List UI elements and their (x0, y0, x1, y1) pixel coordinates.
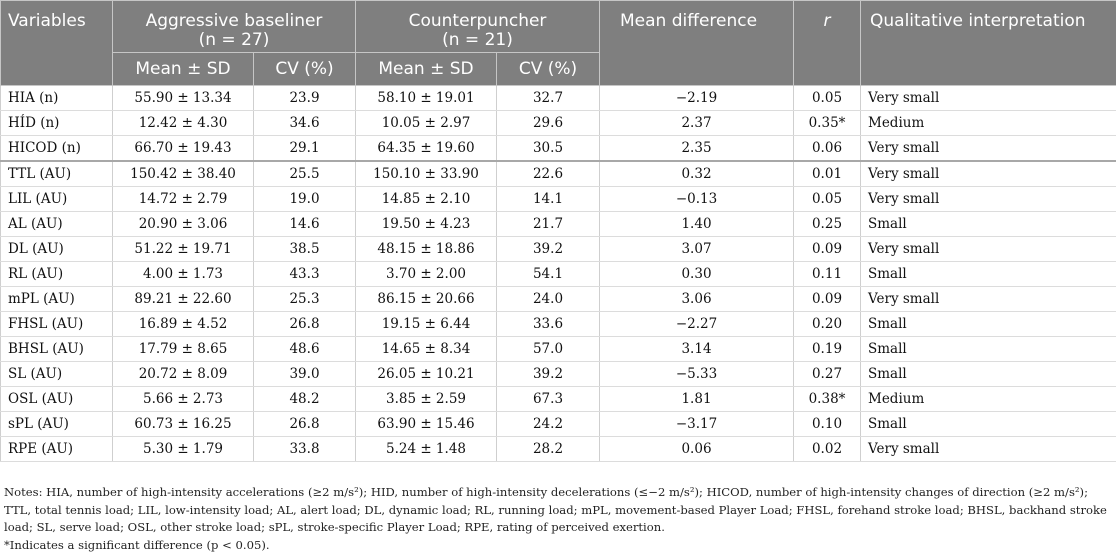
cell-ab-mean-sd: 17.79 ± 8.65 (113, 337, 254, 362)
cell-cp-cv: 29.6 (497, 111, 600, 136)
cell-interpretation: Small (861, 212, 1116, 237)
cell-r: 0.27 (794, 362, 861, 387)
cell-interpretation: Very small (861, 287, 1116, 312)
aggressive-baseliner-title: Aggressive baseliner (145, 11, 323, 31)
cell-variable: RPE (AU) (1, 437, 113, 462)
cell-interpretation: Small (861, 337, 1116, 362)
header-row-top (1, 1, 1116, 53)
header-ab-cv: CV (%) (254, 53, 356, 86)
cell-variable: mPL (AU) (1, 287, 113, 312)
table-row (1, 437, 1116, 462)
cell-mean-difference: 1.40 (600, 212, 794, 237)
cell-interpretation: Very small (861, 237, 1116, 262)
cell-variable: DL (AU) (1, 237, 113, 262)
table-row (1, 187, 1116, 212)
cell-cp-cv: 30.5 (497, 136, 600, 162)
cell-variable: AL (AU) (1, 212, 113, 237)
table-row (1, 287, 1116, 312)
cell-interpretation: Very small (861, 187, 1116, 212)
cell-ab-cv: 25.5 (254, 161, 356, 187)
cell-interpretation: Very small (861, 437, 1116, 462)
cell-r: 0.05 (794, 86, 861, 111)
cell-ab-cv: 26.8 (254, 412, 356, 437)
cell-cp-mean-sd: 14.65 ± 8.34 (356, 337, 497, 362)
notes-significance: *Indicates a significant difference (p < 0.05). (4, 537, 270, 552)
cell-cp-mean-sd: 86.15 ± 20.66 (356, 287, 497, 312)
cell-cp-cv: 24.2 (497, 412, 600, 437)
table-row (1, 387, 1116, 412)
cell-ab-mean-sd: 51.22 ± 19.71 (113, 237, 254, 262)
counterpuncher-title: Counterpuncher (408, 11, 547, 31)
cell-r: 0.38* (794, 387, 861, 412)
cell-mean-difference: 3.06 (600, 287, 794, 312)
cell-interpretation: Medium (861, 387, 1116, 412)
cell-ab-cv: 48.2 (254, 387, 356, 412)
cell-variable: SL (AU) (1, 362, 113, 387)
cell-mean-difference: 2.37 (600, 111, 794, 136)
table-row (1, 86, 1116, 111)
cell-cp-mean-sd: 10.05 ± 2.97 (356, 111, 497, 136)
cell-ab-cv: 34.6 (254, 111, 356, 136)
table-row (1, 237, 1116, 262)
notes-abbreviations: Notes: HIA, number of high-intensity accelerations (≥2 m/s²); HID, number of high-intensity decelerations (≤−2 m/s²); HICOD, number of high-intensity changes of direction (≥2 m/s²); TTL, total tennis load; LIL, low-intensity load; AL, alert load; DL, dynamic load; RL, running load; mPL, movement-based Player Load; FHSL, forehand stroke load; BHSL, backhand stroke load; SL, serve load; OSL, other stroke load; sPL, stroke-specific Player Load; RPE, rating of perceived exertion. (4, 485, 1107, 534)
cell-variable: OSL (AU) (1, 387, 113, 412)
cell-ab-cv: 48.6 (254, 337, 356, 362)
cell-cp-mean-sd: 150.10 ± 33.90 (356, 161, 497, 187)
cell-ab-mean-sd: 5.66 ± 2.73 (113, 387, 254, 412)
header-counterpuncher (356, 1, 600, 53)
cell-r: 0.09 (794, 237, 861, 262)
cell-r: 0.09 (794, 287, 861, 312)
cell-cp-mean-sd: 58.10 ± 19.01 (356, 86, 497, 111)
cell-interpretation: Very small (861, 161, 1116, 187)
cell-ab-cv: 14.6 (254, 212, 356, 237)
cell-ab-cv: 38.5 (254, 237, 356, 262)
cell-mean-difference: 2.35 (600, 136, 794, 162)
cell-cp-mean-sd: 26.05 ± 10.21 (356, 362, 497, 387)
cell-mean-difference: 0.06 (600, 437, 794, 462)
table-row (1, 111, 1116, 136)
cell-cp-mean-sd: 3.85 ± 2.59 (356, 387, 497, 412)
cell-ab-mean-sd: 4.00 ± 1.73 (113, 262, 254, 287)
cell-interpretation: Very small (861, 86, 1116, 111)
cell-variable: FHSL (AU) (1, 312, 113, 337)
cell-ab-mean-sd: 12.42 ± 4.30 (113, 111, 254, 136)
cell-ab-mean-sd: 16.89 ± 4.52 (113, 312, 254, 337)
cell-r: 0.06 (794, 136, 861, 162)
cell-ab-cv: 29.1 (254, 136, 356, 162)
cell-mean-difference: −5.33 (600, 362, 794, 387)
table-row (1, 362, 1116, 387)
cell-ab-mean-sd: 89.21 ± 22.60 (113, 287, 254, 312)
cell-interpretation: Very small (861, 136, 1116, 162)
cell-cp-cv: 39.2 (497, 362, 600, 387)
cell-mean-difference: 0.32 (600, 161, 794, 187)
cell-cp-cv: 57.0 (497, 337, 600, 362)
cell-cp-mean-sd: 63.90 ± 15.46 (356, 412, 497, 437)
cell-cp-cv: 24.0 (497, 287, 600, 312)
table-row (1, 262, 1116, 287)
header-ab-mean-sd: Mean ± SD (113, 53, 254, 86)
cell-r: 0.05 (794, 187, 861, 212)
cell-cp-cv: 28.2 (497, 437, 600, 462)
table-row (1, 212, 1116, 237)
cell-r: 0.19 (794, 337, 861, 362)
cell-ab-mean-sd: 14.72 ± 2.79 (113, 187, 254, 212)
cell-cp-mean-sd: 48.15 ± 18.86 (356, 237, 497, 262)
cell-r: 0.25 (794, 212, 861, 237)
cell-ab-cv: 23.9 (254, 86, 356, 111)
cell-ab-cv: 33.8 (254, 437, 356, 462)
cell-ab-cv: 25.3 (254, 287, 356, 312)
cell-ab-cv: 19.0 (254, 187, 356, 212)
cell-variable: LIL (AU) (1, 187, 113, 212)
cell-cp-cv: 32.7 (497, 86, 600, 111)
cell-r: 0.20 (794, 312, 861, 337)
header-cp-cv: CV (%) (497, 53, 600, 86)
header-aggressive-baseliner (113, 1, 356, 53)
cell-interpretation: Small (861, 362, 1116, 387)
cell-mean-difference: −3.17 (600, 412, 794, 437)
table-notes (4, 484, 1112, 554)
cell-interpretation: Small (861, 412, 1116, 437)
cell-variable: TTL (AU) (1, 161, 113, 187)
table-row (1, 136, 1116, 162)
cell-cp-cv: 67.3 (497, 387, 600, 412)
cell-ab-mean-sd: 66.70 ± 19.43 (113, 136, 254, 162)
table-header (1, 1, 1116, 86)
cell-cp-cv: 33.6 (497, 312, 600, 337)
table-row (1, 161, 1116, 187)
cell-ab-mean-sd: 20.90 ± 3.06 (113, 212, 254, 237)
cell-variable: HICOD (n) (1, 136, 113, 162)
cell-cp-cv: 14.1 (497, 187, 600, 212)
cell-ab-mean-sd: 60.73 ± 16.25 (113, 412, 254, 437)
cell-interpretation: Medium (861, 111, 1116, 136)
cell-cp-cv: 39.2 (497, 237, 600, 262)
cell-ab-mean-sd: 150.42 ± 38.40 (113, 161, 254, 187)
cell-interpretation: Small (861, 262, 1116, 287)
cell-cp-cv: 54.1 (497, 262, 600, 287)
header-cp-mean-sd: Mean ± SD (356, 53, 497, 86)
cell-r: 0.10 (794, 412, 861, 437)
cell-r: 0.02 (794, 437, 861, 462)
cell-cp-mean-sd: 19.50 ± 4.23 (356, 212, 497, 237)
cell-cp-mean-sd: 3.70 ± 2.00 (356, 262, 497, 287)
cell-cp-mean-sd: 19.15 ± 6.44 (356, 312, 497, 337)
cell-ab-cv: 39.0 (254, 362, 356, 387)
cell-cp-mean-sd: 64.35 ± 19.60 (356, 136, 497, 162)
header-mean-difference: Mean difference (600, 1, 794, 86)
header-variables: Variables (1, 1, 113, 86)
table-row (1, 337, 1116, 362)
cell-variable: sPL (AU) (1, 412, 113, 437)
cell-mean-difference: 3.14 (600, 337, 794, 362)
cell-mean-difference: −2.19 (600, 86, 794, 111)
cell-ab-cv: 26.8 (254, 312, 356, 337)
table-row (1, 412, 1116, 437)
cell-mean-difference: 0.30 (600, 262, 794, 287)
cell-mean-difference: −2.27 (600, 312, 794, 337)
cell-ab-mean-sd: 5.30 ± 1.79 (113, 437, 254, 462)
cell-variable: BHSL (AU) (1, 337, 113, 362)
cell-variable: RL (AU) (1, 262, 113, 287)
cell-r: 0.11 (794, 262, 861, 287)
cell-r: 0.01 (794, 161, 861, 187)
cell-ab-mean-sd: 55.90 ± 13.34 (113, 86, 254, 111)
cell-mean-difference: −0.13 (600, 187, 794, 212)
cell-cp-cv: 22.6 (497, 161, 600, 187)
cell-mean-difference: 3.07 (600, 237, 794, 262)
cell-variable: HIA (n) (1, 86, 113, 111)
header-r: r (794, 1, 861, 86)
cell-ab-mean-sd: 20.72 ± 8.09 (113, 362, 254, 387)
header-qualitative-interpretation: Qualitative interpretation (861, 1, 1116, 86)
counterpuncher-n: (n = 21) (442, 30, 513, 50)
cell-ab-cv: 43.3 (254, 262, 356, 287)
table-row (1, 312, 1116, 337)
cell-mean-difference: 1.81 (600, 387, 794, 412)
cell-interpretation: Small (861, 312, 1116, 337)
table-body (1, 86, 1116, 462)
cell-cp-mean-sd: 5.24 ± 1.48 (356, 437, 497, 462)
cell-variable: HÍD (n) (1, 111, 113, 136)
cell-r: 0.35* (794, 111, 861, 136)
cell-cp-cv: 21.7 (497, 212, 600, 237)
aggressive-baseliner-n: (n = 27) (198, 30, 270, 50)
cell-cp-mean-sd: 14.85 ± 2.10 (356, 187, 497, 212)
